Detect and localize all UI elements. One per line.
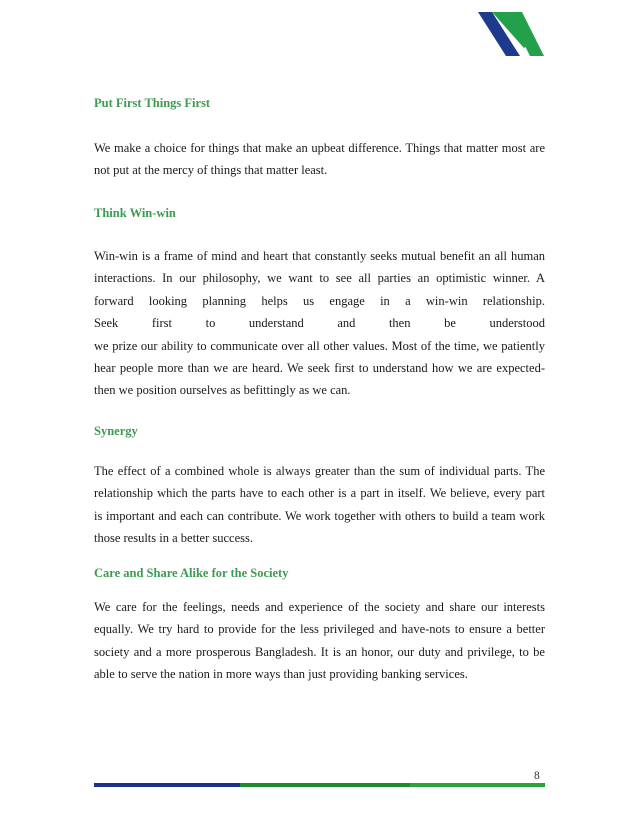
paragraph-line: equally. We try hard to provide for the less privileged and have-nots to ensure a better	[94, 622, 545, 637]
section-paragraph	[94, 460, 545, 550]
footer-bar-navy-segment	[94, 783, 240, 787]
paragraph-line: The effect of a combined whole is always greater than the sum of individual parts. The	[94, 464, 545, 478]
footer-bar-light-green-segment	[410, 783, 545, 787]
section-heading: Care and Share Alike for the Society	[94, 566, 289, 580]
paragraph-line: relationship which the parts have to each other is a part in itself. We believe, every part	[94, 486, 545, 501]
paragraph-line: then we position ourselves as befittingly as we can.	[94, 383, 351, 398]
paragraph-line: able to serve the nation in more ways than just providing banking services.	[94, 667, 468, 682]
paragraph-line: We make a choice for things that make an upbeat difference. Things that matter most are	[94, 141, 545, 155]
paragraph-line: Win-win is a frame of mind and heart that constantly seeks mutual benefit an all human	[94, 249, 545, 263]
section-heading: Think Win-win	[94, 206, 176, 220]
section-paragraph	[94, 596, 545, 686]
paragraph-line: society and a more prosperous Bangladesh. It is an honor, our duty and privilege, to be	[94, 644, 545, 659]
paragraph-line: those results in a better success.	[94, 531, 253, 546]
paragraph-line: interactions. In our philosophy, we want to see all parties an optimistic winner. A	[94, 271, 545, 286]
paragraph-line: not put at the mercy of things that matter least.	[94, 163, 328, 178]
paragraph-line: We care for the feelings, needs and experience of the society and share our interests	[94, 600, 545, 614]
paragraph-line: we prize our ability to communicate over all other values. Most of the time, we patiently	[94, 338, 545, 353]
paragraph-line: is important and each can contribute. We work together with others to build a team work	[94, 508, 545, 523]
bank-logo-icon	[478, 12, 544, 56]
footer-color-bar	[94, 783, 545, 787]
page-number: 8	[534, 770, 540, 782]
paragraph-line: forward looking planning helps us engage in a win-win relationship.	[94, 293, 545, 308]
section-heading: Put First Things First	[94, 96, 211, 110]
footer-bar-green-segment	[240, 783, 410, 787]
section-paragraph	[94, 245, 545, 402]
paragraph-line: hear people more than we are heard. We seek first to understand how we are expected-	[94, 361, 545, 376]
section-paragraph	[94, 137, 545, 182]
section-heading: Synergy	[94, 424, 138, 438]
paragraph-line: Seek first to understand and then be understood	[94, 316, 545, 331]
